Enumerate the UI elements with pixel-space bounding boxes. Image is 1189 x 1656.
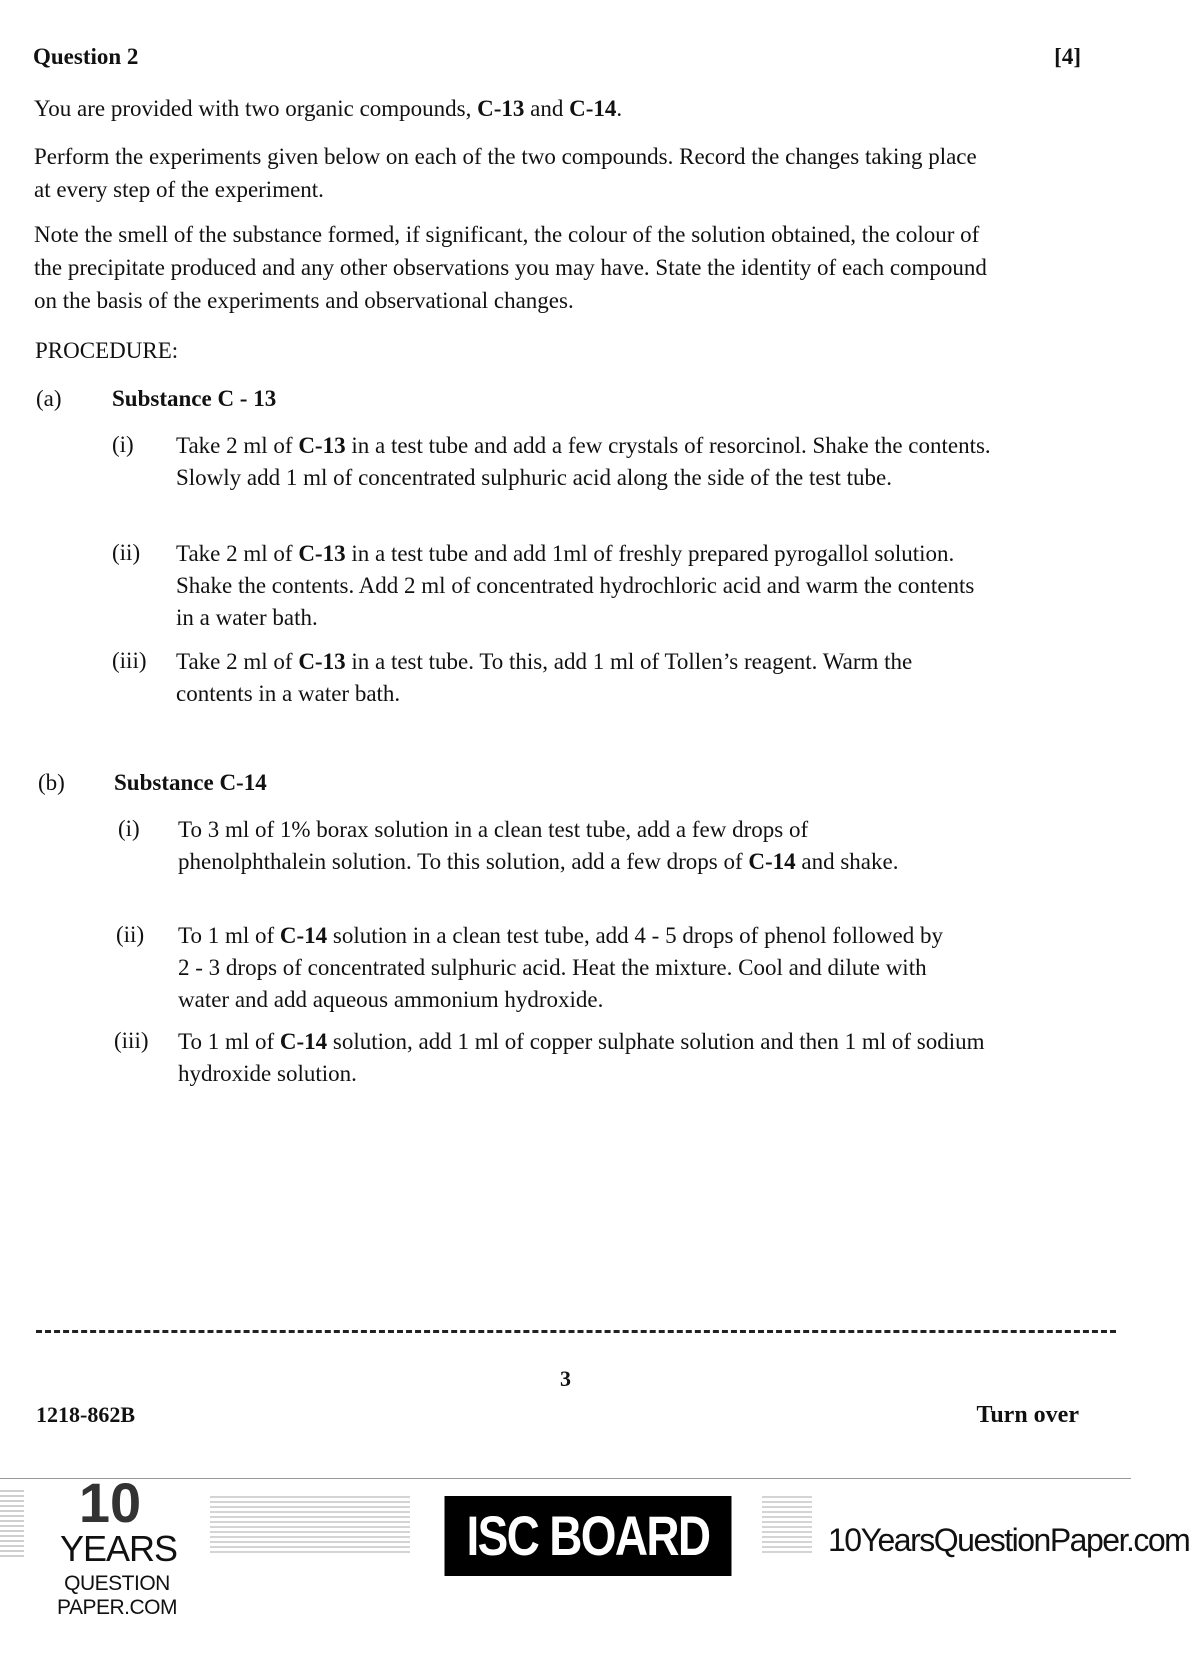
step-text-post: in a test tube and add 1ml of freshly prepared pyrogallol solution. Shake the contents. Add 2 ml of concentrated hydrochloric acid and warm the contents in a water bath. [176, 541, 975, 630]
intro-paragraph-3: Note the smell of the substance formed, if significant, the colour of the solution obtained, the colour of the precipitate produced and any other observations you may have. State the identity of each compound on the basis of the experiments and observational changes. [34, 222, 987, 313]
section-a-label: (a) [36, 386, 62, 411]
step-b-ii-number: (ii) [116, 922, 145, 947]
marks-label: [4] [1054, 44, 1081, 69]
decorative-stripes-right [762, 1496, 812, 1556]
intro-paragraph-2: Perform the experiments given below on each of the two compounds. Record the changes taking place at every step of the experiment. [34, 144, 977, 202]
step-text-pre: Take 2 ml of [176, 433, 299, 458]
board-banner: ISC BOARD XII [445, 1496, 732, 1576]
website-link[interactable]: 10YearsQuestionPaper.com [828, 1522, 1189, 1558]
page-number: 3 [560, 1366, 571, 1391]
logo-number: 10 [78, 1471, 142, 1534]
decorative-stripes-left [0, 1490, 24, 1560]
step-a-ii-number: (ii) [112, 540, 141, 565]
dashed-divider [36, 1330, 1116, 1333]
section-b-label: (b) [38, 770, 65, 795]
procedure-heading: PROCEDURE: [35, 338, 179, 363]
logo-site-name: QUESTION PAPER.COM [57, 1572, 177, 1619]
section-a-title: Substance C - 13 [112, 386, 277, 411]
step-b-iii-text [178, 1026, 988, 1090]
step-a-i-text [176, 430, 996, 494]
compound-c13: C-13 [298, 649, 346, 674]
step-a-i-number: (i) [112, 432, 134, 457]
step-text-post: in a test tube. To this, add 1 ml of Tollen’s reagent. Warm the contents in a water bath. [176, 649, 913, 706]
step-text-pre: To 1 ml of [178, 1029, 280, 1054]
step-text-post: and shake. [795, 849, 899, 874]
question-title: Question 2 [33, 44, 139, 69]
compound-c13: C-13 [298, 433, 346, 458]
intro-text: You are provided with two organic compounds, [34, 96, 478, 121]
step-text-pre: To 1 ml of [178, 923, 280, 948]
compound-c14: C-14 [279, 923, 328, 948]
compound-c14: C-14 [748, 849, 796, 874]
intro-period: . [616, 96, 623, 121]
step-text-pre: Take 2 ml of [176, 649, 299, 674]
intro-paragraph-1 [34, 92, 1034, 125]
step-a-iii-text [176, 646, 936, 710]
step-a-iii-number: (iii) [112, 648, 147, 673]
turn-over-label: Turn over [976, 1402, 1079, 1428]
step-text-pre: To 3 ml of 1% borax solution in a clean test tube, add a few drops of phenolphthalein solution. To this solution, add a few drops of [178, 817, 809, 874]
step-b-ii-text [178, 920, 958, 1016]
paper-code: 1218-862B [36, 1402, 135, 1427]
decorative-stripes-middle [210, 1496, 410, 1556]
compound-c13: C-13 [477, 96, 525, 121]
compound-c13: C-13 [298, 541, 346, 566]
step-b-iii-number: (iii) [114, 1028, 149, 1053]
section-b-title: Substance C-14 [114, 770, 267, 795]
step-b-i-number: (i) [118, 816, 140, 841]
step-text-pre: Take 2 ml of [176, 541, 299, 566]
step-a-ii-text [176, 538, 996, 634]
branding-divider [0, 1478, 1131, 1479]
intro-and: and [524, 96, 570, 121]
compound-c14: C-14 [569, 96, 617, 121]
compound-c14: C-14 [279, 1029, 328, 1054]
step-text-post: in a test tube and add a few crystals of resorcinol. Shake the contents. Slowly add 1 ml of concentrated sulphuric acid along the side of the test tube. [176, 433, 991, 490]
logo-years: YEARS [60, 1528, 178, 1569]
step-text-post: solution in a clean test tube, add 4 - 5 drops of phenol followed by 2 - 3 drops of concentrated sulphuric acid. Heat the mixture. Cool and dilute with water and add aqueous ammonium hydroxide. [178, 923, 943, 1012]
step-text-post: solution, add 1 ml of copper sulphate solution and then 1 ml of sodium hydroxide solution. [178, 1029, 985, 1086]
step-b-i-text [178, 814, 938, 878]
